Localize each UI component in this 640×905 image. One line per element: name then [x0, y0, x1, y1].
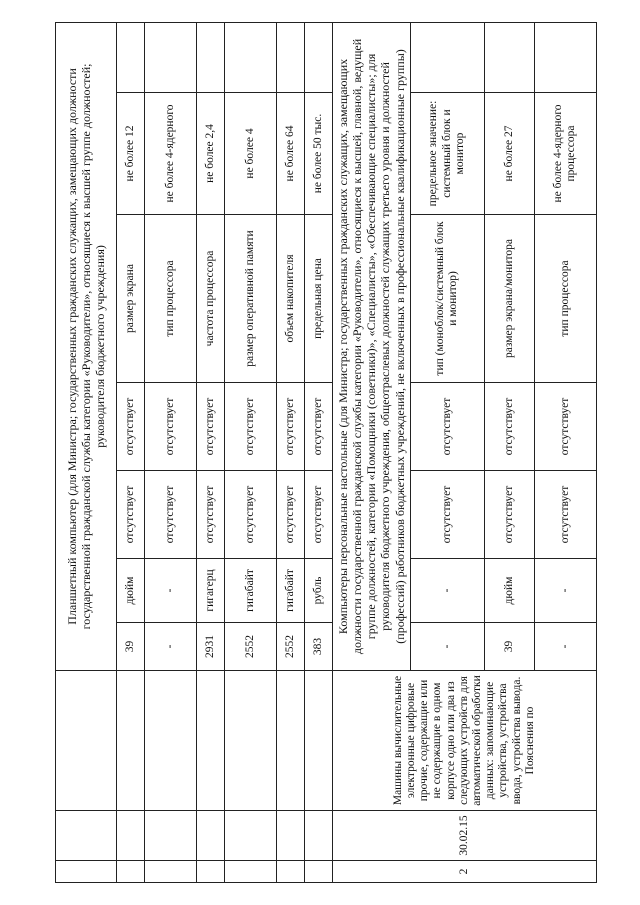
registry-table — [55, 22, 597, 883]
limit-value: не более 4 — [225, 93, 277, 215]
characteristic: тип (моноблок/системный блок и монитор) — [410, 215, 484, 383]
okei-code: - — [145, 623, 197, 671]
okei-code: - — [410, 623, 484, 671]
characteristic: предельная цена — [305, 215, 333, 383]
okei-code: 2552 — [277, 623, 305, 671]
limit-value: не более 2,4 — [197, 93, 225, 215]
value-cell: отсутствует — [145, 383, 197, 471]
value-cell: отсутствует — [277, 383, 305, 471]
table-row — [117, 22, 145, 882]
value-cell: отсутствует — [534, 471, 596, 559]
okei-code: 2931 — [197, 623, 225, 671]
pc-block-first-row — [333, 22, 411, 882]
characteristic: размер оперативной памяти — [225, 215, 277, 383]
table-row — [305, 22, 333, 882]
value-cell: отсутствует — [117, 471, 145, 559]
characteristic: тип процессора — [534, 215, 596, 383]
table-row — [277, 22, 305, 882]
limit-value: не более 27 — [484, 93, 534, 215]
value-cell: отсутствует — [305, 383, 333, 471]
table-row — [145, 22, 197, 882]
pc-header-cell: Компьютеры персональные настольные (для Министра; государственных гражданских служащих, замещающих должности государственной гражданской службы категории «Руководители», относящиеся к высшей, главной, ведущей группе должностей, категории «Помощники (советники)», «Специалисты», «Обеспечивающие специалисты»; для руководителя бюджетного учреждения, общеотраслевых должностей служащих третьего уровня и должностей (профессий) работников бюджетных учреждений, не включенных в профессиональные квалификационные группы) — [333, 22, 411, 670]
characteristic: объем накопителя — [277, 215, 305, 383]
value-cell: отсутствует — [277, 471, 305, 559]
unit-name: - — [410, 559, 484, 623]
value-cell: отсутствует — [145, 471, 197, 559]
value-cell: отсутствует — [410, 383, 484, 471]
value-cell: отсутствует — [305, 471, 333, 559]
limit-value: не более 64 — [277, 93, 305, 215]
unit-name: дюйм — [117, 559, 145, 623]
value-cell: отсутствует — [197, 383, 225, 471]
value-cell: отсутствует — [484, 383, 534, 471]
unit-name: гигагерц — [197, 559, 225, 623]
characteristic: размер экрана — [117, 215, 145, 383]
unit-name: гигабайт — [225, 559, 277, 623]
okei-code: 39 — [484, 623, 534, 671]
okei-code: 383 — [305, 623, 333, 671]
value-cell: отсутствует — [225, 471, 277, 559]
item-name: Машины вычислительные электронные цифровые прочие, содержащие или не содержащие в одном корпусе одно или два из следующих устройств для автоматической обработки данных: запоминающие устройства, устройства ввода, устройства вывода. Пояснения по — [333, 671, 597, 811]
characteristic: размер экрана/монитора — [484, 215, 534, 383]
table-row — [225, 22, 277, 882]
value-cell: отсутствует — [197, 471, 225, 559]
value-cell: отсутствует — [117, 383, 145, 471]
limit-value: не более 50 тыс. — [305, 93, 333, 215]
item-number: 2 — [333, 861, 597, 883]
limit-value: предельное значение: системный блок и монитор — [410, 93, 484, 215]
okei-code: 2552 — [225, 623, 277, 671]
value-cell: отсутствует — [225, 383, 277, 471]
value-cell: отсутствует — [410, 471, 484, 559]
characteristic: частота процессора — [197, 215, 225, 383]
unit-name: рубль — [305, 559, 333, 623]
unit-name: - — [534, 559, 596, 623]
unit-name: дюйм — [484, 559, 534, 623]
unit-name: - — [145, 559, 197, 623]
table-row — [197, 22, 225, 882]
okpd-code: 30.02.15 — [333, 811, 597, 861]
limit-value: не более 4-ядерного процессора — [534, 93, 596, 215]
value-cell: отсутствует — [534, 383, 596, 471]
tablet-header-row — [56, 22, 117, 882]
okei-code: 39 — [117, 623, 145, 671]
limit-value: не более 4-ядерного — [145, 93, 197, 215]
limit-value: не более 12 — [117, 93, 145, 215]
okei-code: - — [534, 623, 596, 671]
characteristic: тип процессора — [145, 215, 197, 383]
unit-name: гигабайт — [277, 559, 305, 623]
tablet-header-cell: Планшетный компьютер (для Министра; государственных гражданских служащих, замещающих должности государственной гражданской службы категории «Руководители», относящиеся к высшей группе должностей; руководителя бюджетного учреждения) — [56, 22, 117, 670]
value-cell: отсутствует — [484, 471, 534, 559]
